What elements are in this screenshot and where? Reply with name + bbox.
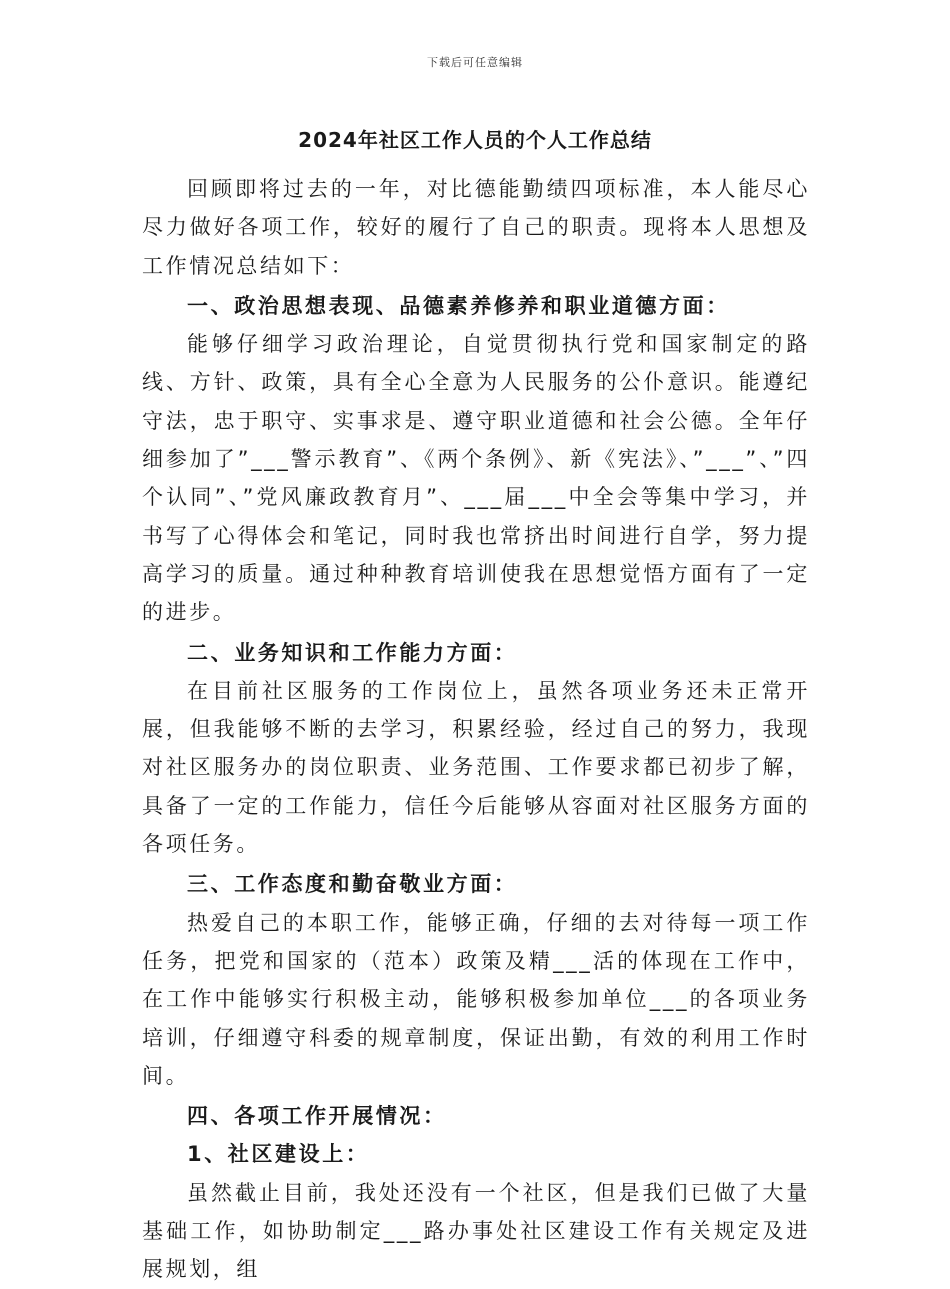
document-body bbox=[142, 170, 810, 1289]
section-heading-1: 一、政治思想表现、品德素养修养和职业道德方面： bbox=[187, 293, 730, 318]
section-heading-2: 二、业务知识和工作能力方面： bbox=[187, 640, 518, 665]
document-title: 2024年社区工作人员的个人工作总结 bbox=[298, 128, 652, 152]
paragraph-business: 在目前社区服务的工作岗位上，虽然各项业务还未正常开展，但我能够不断的去学习，积累经验，经过自己的努力，我现对社区服务办的岗位职责、业务范围、工作要求都已初步了解，具备了一定的工作能力，信任今后能够从容面对社区服务方面的各项任务。 bbox=[142, 678, 810, 857]
paragraph-community: 虽然截止目前，我处还没有一个社区，但是我们已做了大量基础工作，如协助制定___路办事处社区建设工作有关规定及进展规划，组 bbox=[142, 1180, 810, 1282]
subsection-heading-1: 1、社区建设上： bbox=[187, 1142, 370, 1167]
paragraph-attitude: 热爱自己的本职工作，能够正确，仔细的去对待每一项工作任务，把党和国家的（范本）政策及精___活的体现在工作中，在工作中能够实行积极主动，能够积极参加单位___的各项业务培训，仔细遵守科委的规章制度，保证出勤，有效的利用工作时间。 bbox=[142, 910, 810, 1088]
paragraph-intro: 回顾即将过去的一年，对比德能勤绩四项标准，本人能尽心尽力做好各项工作，较好的履行了自己的职责。现将本人思想及工作情况总结如下： bbox=[142, 177, 810, 278]
section-heading-4: 四、各项工作开展情况： bbox=[187, 1104, 447, 1129]
paragraph-political: 能够仔细学习政治理论，自觉贯彻执行党和国家制定的路线、方针、政策，具有全心全意为人民服务的公仆意识。能遵纪守法，忠于职守、实事求是、遵守职业道德和社会公德。全年仔细参加了”___警示教育”、《两个条例》、新《宪法》、”___”、”四个认同”、”党风廉政教育月”、___届___中全会等集中学习，并书写了心得体会和笔记，同时我也常挤出时间进行自学，努力提高学习的质量。通过种种教育培训使我在思想觉悟方面有了一定的进步。 bbox=[142, 332, 810, 625]
section-heading-3: 三、工作态度和勤奋敬业方面： bbox=[187, 872, 518, 897]
header-note: 下载后可任意编辑 bbox=[427, 56, 523, 69]
